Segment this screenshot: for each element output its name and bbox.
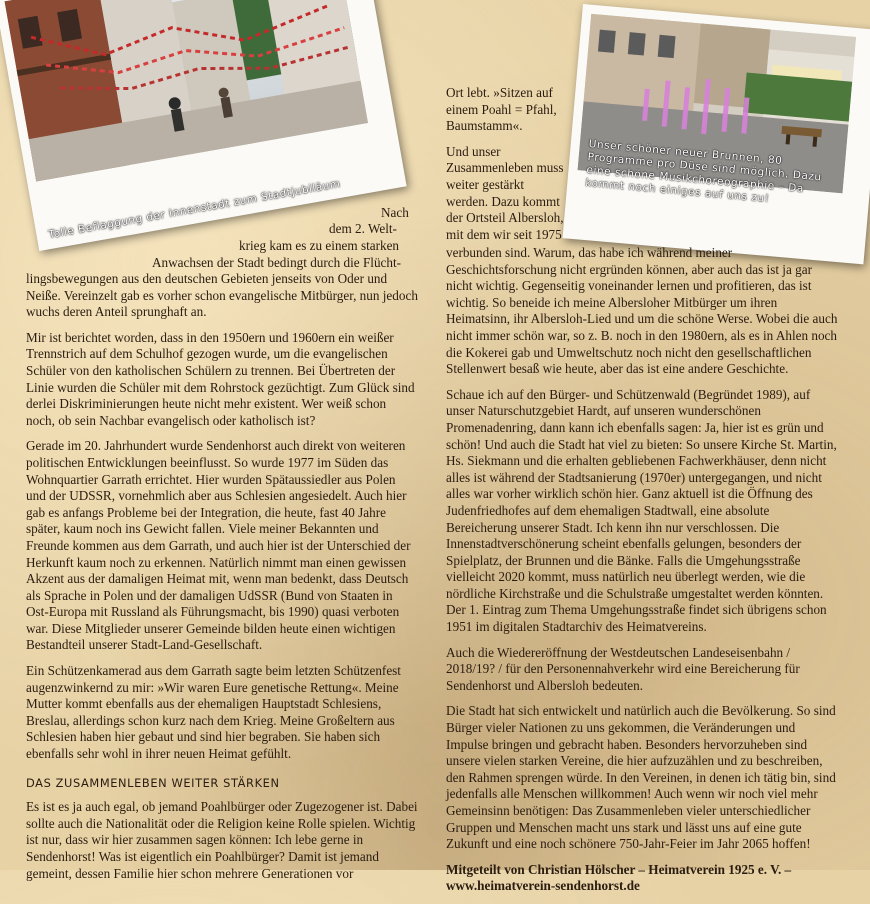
lead-line-2: dem 2. Welt-: [329, 221, 397, 236]
left-paragraph-2: Mir ist berichtet worden, dass in den 1950ern und 1960ern ein weißer Trennstrich auf dem Schulhof gezogen wurde, um die evangelischen Schüler von den katholischen Schülern zu trennen. Bei Übertreten der Linie wurden die Schüler mit dem Rohrstock gezüchtigt. Zum Glück sind derlei Diskriminierungen heute nicht mehr existent. Wer weiß schon noch, ob sein Nachbar evangelisch oder katholisch ist?: [26, 329, 415, 428]
right-paragraph-2: Schaue ich auf den Bürger- und Schützenwald (Begründet 1989), auf unser Naturschutzgebiet Hardt, auf unseren wunderschönen Promenadenring, dann kann ich ebenfalls sagen: Ja, hier ist es grün und schön! Und auch die Stadt hat viel zu bieten: So unsere Kirche St. Martin, Hs. Siekmann und die erhalten gebliebenen Fachwerkhäuser, denn nicht alles ist während der Stadtsanierung (1970er) untergegangen, und nicht alles war vorher wirklich schön hier. Ganz aktuell ist die Öffnung des Judenfriedhofes auf dem ehemaligen Stadtwall, eine absolute Bereicherung unserer Stadt. Ich kenn ihn nur verschlossen. Die Innenstadtverschönerung scheint ebenfalls gelungen, besonders der Spielplatz, der Brunnen und die Bänke. Falls die Umgehungsstraße vielleicht 2020 kommt, muss natürlich neu überlegt werden, wie die nördliche Kirchstraße und die Schulstraße umgestaltet werden könnten. Der 1. Eintrag zum Thema Umgehungsstraße findet sich übrigens schon 1951 im digitalen Stadtarchiv des Heimatvereins.: [446, 386, 837, 635]
right-column: [446, 245, 841, 904]
right-top-paragraph-1: Ort lebt. »Sitzen auf einem Poahl = Pfahl, Baumstamm«.: [446, 85, 557, 134]
street-photo-image: [4, 0, 368, 182]
fountain-photo: [563, 4, 870, 264]
signoff: Mitgeteilt von Christian Hölscher – Heimatverein 1925 e. V. – www.heimatverein-sendenhorst.de: [446, 861, 792, 894]
right-paragraph-4: Die Stadt hat sich entwickelt und natürlich auch die Bevölkerung. So sind Bürger vieler Nationen zu uns gekommen, die Veränderungen und Impulse bringen und gebracht haben. Besonders hervorzuheben sind unsere vielen starken Vereine, die hier aufzuzählen und zu beschreiben, den Rahmen sprengen würde. In den Vereinen, in denen ich tätig bin, sind jedenfalls alle Menschen willkommen! Auch wenn wir noch viel mehr Gemeinsinn benötigen: Das Zusammenleben vieler unterschiedlicher Gruppen und Menschen macht uns stark und lässt uns auf eine gute Zukunft und eine noch schönere 750-Jahr-Feier im Jahr 2065 hoffen!: [446, 703, 836, 852]
lead-line-4: Anwachsen der Stadt bedingt durch die Flücht-: [152, 255, 402, 270]
left-paragraph-4: Ein Schützenkamerad aus dem Garrath sagte beim letzten Schützenfest augenzwinkernd zu mir: »Wir waren Eure genetische Rettung«. Meine Mutter kommt ebenfalls aus der ehemaligen Hauptstadt Schlesiens, Breslau, allerdings schon kurz nach dem Krieg. Meine Großeltern aus Schlesien haben hier gebaut und sind hier begraben. Sie haben sich ebenfalls sehr wohl in ihrer neuen Heimat gefühlt.: [26, 663, 401, 762]
right-column-top: [446, 85, 566, 252]
left-paragraph-3: Gerade im 20. Jahrhundert wurde Sendenhorst auch direkt von weiteren politischen Entwicklungen beeinflusst. So wurde 1977 im Süden das Wohnquartier Garrath errichtet. Hier wurden Spätaussiedler aus Polen und der UDSSR, vornehmlich aber aus Schlesien angesiedelt. Auch hier gab es anfangs Probleme bei der Integration, die heute, fast 40 Jahre später, kaum noch ins Gewicht fallen. Viele meiner Bekannten und Freunde kommen aus dem Garrath, und auch hier ist der Unterschied der Herkunft kaum noch zu erkennen. Natürlich nimmt man einen gewissen Akzent aus der damaligen Heimat mit, wenn man bedenkt, dass Deutsch als Sprache in Polen und der damaligen UdSSR (Bund von Staaten in Ost-Europa mit Russland als Führungsmacht, bis 1990) quasi verboten war. Diese Mitglieder unserer Gemeinde bilden heute einen wichtigen Bestandteil unserer Stadt-Land-Gesellschaft.: [26, 438, 411, 653]
lead-line-3: krieg kam es zu einem starken: [239, 238, 400, 253]
lead-line-1: Nach: [381, 205, 409, 220]
fountain-photo-caption: Unser schöner neuer Brunnen, 80 Programme pro Düse sind möglich. Dazu eine schöne Musikchoreographie – Da kommt noch einiges auf uns zu!: [584, 138, 823, 205]
left-column: [26, 271, 418, 891]
right-paragraph-3: Auch die Wiedereröffnung der Westdeutschen Landeseisenbahn / 2018/19? / für den Personennahverkehr wird eine Bereicherung für Sendenhorst und Albersloh bedeuten.: [446, 644, 800, 693]
left-paragraph-5: Es ist es ja auch egal, ob jemand Poahlbürger oder Zugezogener ist. Dabei sollte auch die Nationalität oder die Religion keine Rolle spielen. Wichtig ist nur, dass wir hier zusammen sagen können: Ich lebe gerne in Sendenhorst! Was ist eigentlich ein Poahlbürger? Damit ist jemand gemeint, dessen Familie hier schon mehrere Generationen vor: [26, 799, 418, 881]
right-paragraph-1: verbunden sind. Warum, das habe ich während meiner Geschichtsforschung nicht ergründen können, aber auch das ist ja gar nicht wichtig. Gegenseitig voneinander lernen und profitieren, das ist wichtig. So beneide ich meine Albersloher Mitbürger um ihren Heimatsinn, ihr Albersloh-Lied und um die schöne Werse. Wobei die auch nicht immer schön war, so z. B. noch in den 1980ern, als es in Ahlen noch die Kokerei gab und Umweltschutz noch nicht den gesellschaftlichen Stellenwert besaß wie heute, aber das ist eine andere Geschichte.: [446, 245, 838, 377]
street-photo: [0, 0, 407, 251]
street-photo-caption: Tolle Beflaggung der Innenstadt zum Stadtjubiläum: [47, 177, 342, 242]
left-paragraph-1: lingsbewegungen aus den deutschen Gebieten jenseits von Oder und Neiße. Vereinzelt gab es vorher schon evangelische Mitbürger, nun jedoch wuchs deren Anteil sprunghaft an.: [26, 271, 418, 320]
right-top-paragraph-2: Und unser Zusammenleben muss weiter gestärkt werden. Dazu kommt der Ortsteil Albersloh, mit dem wir seit 1975: [446, 143, 564, 242]
section-heading: DAS ZUSAMMENLEBEN WEITER STÄRKEN: [26, 775, 280, 790]
